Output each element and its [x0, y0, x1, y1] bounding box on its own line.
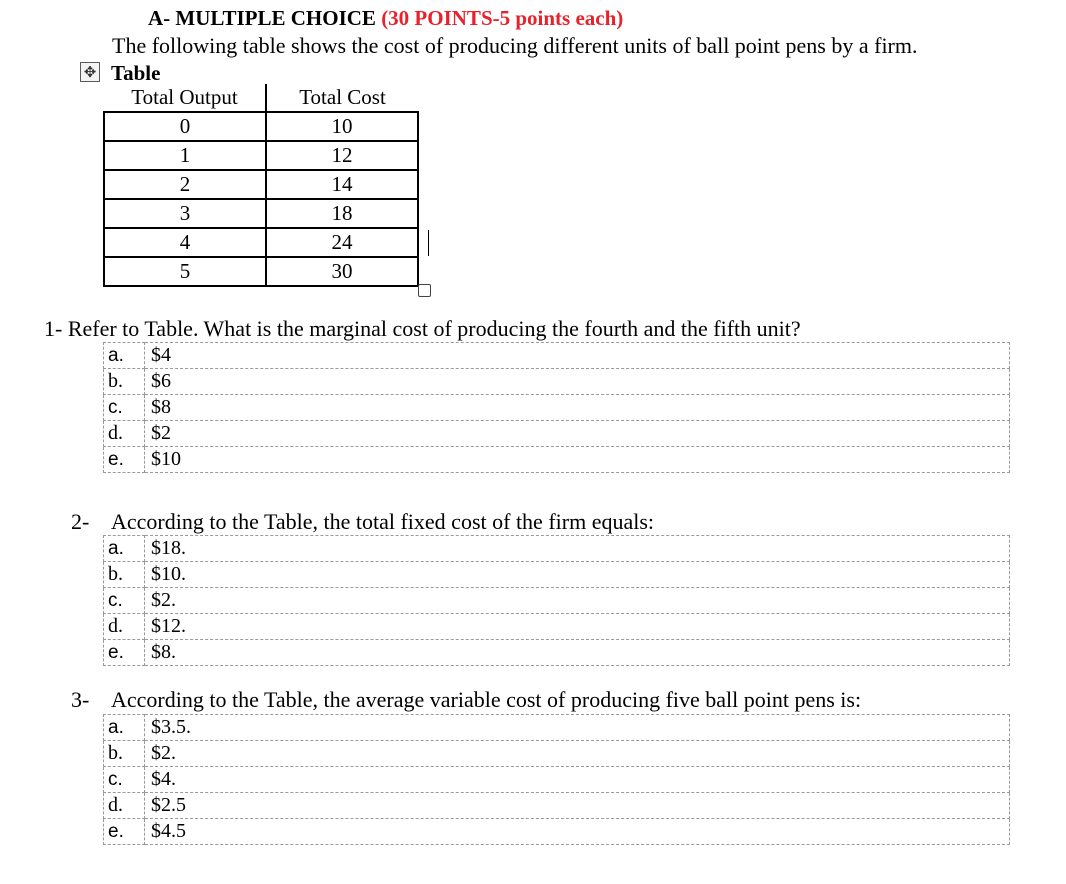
question-3-number: 3- — [71, 687, 90, 712]
output-cell: 2 — [104, 170, 266, 199]
cost-cell: 10 — [266, 112, 418, 141]
cost-cell: 30 — [266, 257, 418, 286]
option-value: $4.5 — [145, 819, 1010, 845]
option-row[interactable] — [104, 614, 1010, 640]
option-row[interactable] — [104, 343, 1010, 369]
table-move-handle-icon[interactable]: ✥ — [80, 62, 100, 82]
option-value: $2. — [145, 741, 1010, 767]
cost-table-header-row — [104, 84, 418, 112]
option-label: e. — [104, 447, 145, 473]
option-row[interactable] — [104, 767, 1010, 793]
option-value: $4. — [145, 767, 1010, 793]
output-cell: 3 — [104, 199, 266, 228]
option-label: c. — [104, 395, 145, 421]
option-value: $18. — [145, 536, 1010, 562]
option-value: $6 — [145, 369, 1010, 395]
option-label: d. — [104, 421, 145, 447]
output-cell: 4 — [104, 228, 266, 257]
table-row — [104, 141, 418, 170]
cost-cell: 24 — [266, 228, 418, 257]
option-value: $10. — [145, 562, 1010, 588]
option-value: $10 — [145, 447, 1010, 473]
section-heading — [148, 6, 623, 30]
question-3-options — [103, 714, 1010, 845]
question-1-text: 1- Refer to Table. What is the marginal cost of producing the fourth and the fifth unit? — [44, 316, 801, 341]
question-3-text: According to the Table, the average variable cost of producing five ball point pens is: — [111, 687, 862, 712]
option-label: d. — [104, 793, 145, 819]
option-row[interactable] — [104, 395, 1010, 421]
section-title: A- MULTIPLE CHOICE — [148, 6, 376, 30]
option-row[interactable] — [104, 369, 1010, 395]
option-value: $12. — [145, 614, 1010, 640]
option-value: $2. — [145, 588, 1010, 614]
output-cell: 1 — [104, 141, 266, 170]
option-label: b. — [104, 741, 145, 767]
option-row[interactable] — [104, 793, 1010, 819]
option-value: $2.5 — [145, 793, 1010, 819]
header-total-output: Total Output — [104, 84, 266, 112]
table-row — [104, 199, 418, 228]
cost-table — [103, 84, 419, 287]
option-label: a. — [104, 536, 145, 562]
question-2-text: According to the Table, the total fixed cost of the firm equals: — [111, 509, 655, 534]
header-total-cost: Total Cost — [266, 84, 418, 112]
option-row[interactable] — [104, 447, 1010, 473]
cost-cell: 18 — [266, 199, 418, 228]
option-label: b. — [104, 562, 145, 588]
option-value: $4 — [145, 343, 1010, 369]
option-value: $3.5. — [145, 715, 1010, 741]
option-label: c. — [104, 588, 145, 614]
output-cell: 0 — [104, 112, 266, 141]
text-cursor — [428, 230, 429, 256]
table-row — [104, 170, 418, 199]
option-label: a. — [104, 715, 145, 741]
table-row — [104, 257, 418, 286]
table-row — [104, 112, 418, 141]
option-label: b. — [104, 369, 145, 395]
option-row[interactable] — [104, 536, 1010, 562]
option-label: e. — [104, 819, 145, 845]
option-value: $2 — [145, 421, 1010, 447]
option-label: e. — [104, 640, 145, 666]
question-1-options — [103, 342, 1010, 473]
option-row[interactable] — [104, 741, 1010, 767]
option-row[interactable] — [104, 640, 1010, 666]
table-row — [104, 228, 418, 257]
option-label: c. — [104, 767, 145, 793]
question-2-options — [103, 535, 1010, 666]
table-resize-handle-icon[interactable] — [418, 284, 431, 297]
output-cell: 5 — [104, 257, 266, 286]
option-row[interactable] — [104, 562, 1010, 588]
option-row[interactable] — [104, 819, 1010, 845]
table-caption: Table — [111, 61, 161, 85]
option-row[interactable] — [104, 588, 1010, 614]
option-row[interactable] — [104, 421, 1010, 447]
option-value: $8. — [145, 640, 1010, 666]
option-row[interactable] — [104, 715, 1010, 741]
option-label: d. — [104, 614, 145, 640]
cost-cell: 12 — [266, 141, 418, 170]
option-label: a. — [104, 343, 145, 369]
option-value: $8 — [145, 395, 1010, 421]
question-2-number: 2- — [71, 509, 90, 534]
intro-text: The following table shows the cost of producing different units of ball point pens by a firm. — [112, 33, 918, 58]
points-note: (30 POINTS-5 points each) — [381, 6, 624, 30]
cost-cell: 14 — [266, 170, 418, 199]
